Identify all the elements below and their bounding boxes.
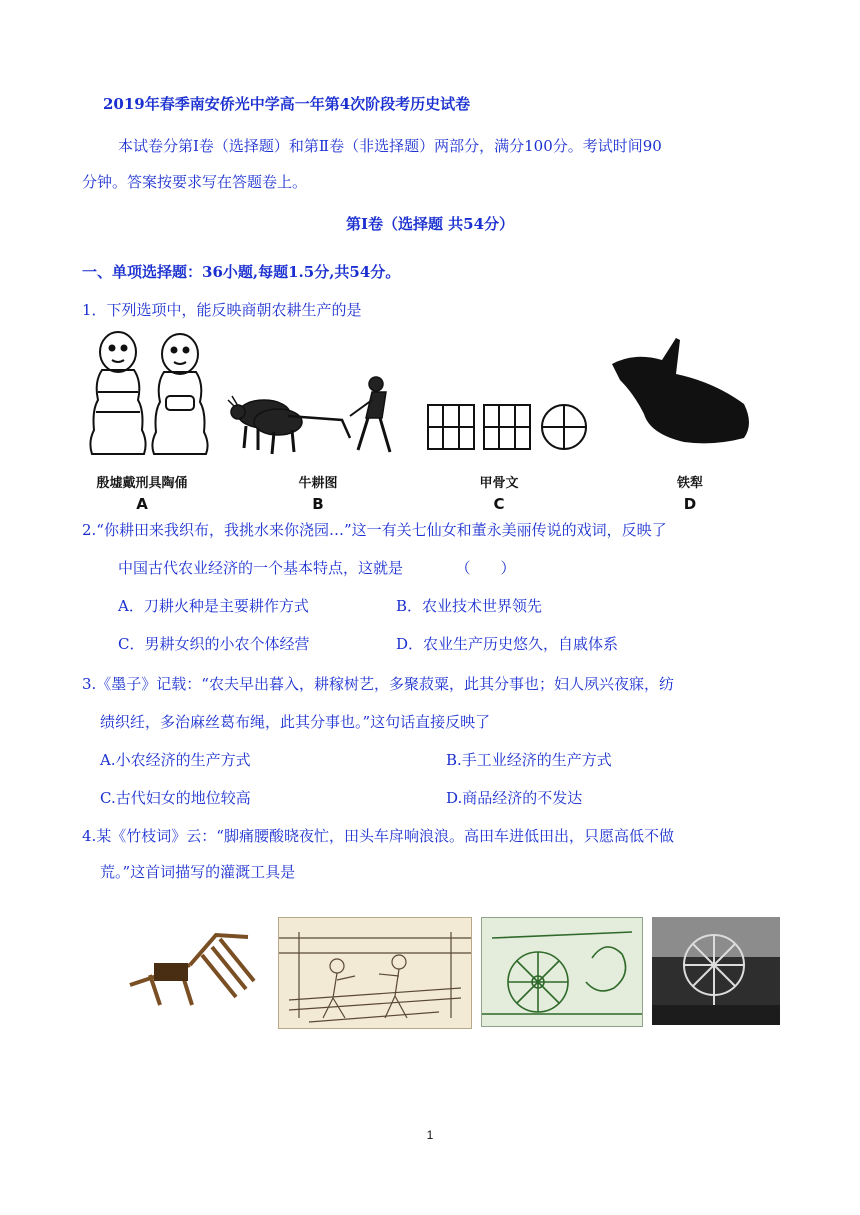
- ox-plowing-image: [222, 372, 412, 462]
- page-number: 1: [426, 1128, 434, 1142]
- water-wheel-photo-image: [652, 917, 780, 1025]
- question-3-option-c: C.古代妇女的地位较高: [100, 789, 251, 807]
- question-3-option-b: B.手工业经济的生产方式: [446, 751, 612, 769]
- question-2-option-c: C．男耕女织的小农个体经营: [118, 635, 310, 653]
- letter-a: A: [136, 495, 148, 513]
- intro-line-1: 本试卷分第Ⅰ卷（选择题）和第Ⅱ卷（非选择题）两部分，满分100分。考试时间90: [118, 137, 662, 155]
- letter-b: B: [312, 495, 324, 513]
- caption-d: 铁犁: [676, 476, 703, 491]
- question-2-option-b: B．农业技术世界领先: [396, 597, 543, 615]
- question-4-stem-1: 4.某《竹枝词》云：“脚痛腰酸晓夜忙，田头车戽响浪浪。高田车进低田出，只愿高低不做: [82, 827, 674, 845]
- question-1-stem: 1．下列选项中，能反映商朝农耕生产的是: [82, 301, 362, 319]
- pottery-figurines-image: [84, 330, 214, 460]
- question-2-stem-2: 中国古代农业经济的一个基本特点，这就是 （ ）: [118, 559, 516, 577]
- field-glyphs-image: [426, 402, 596, 452]
- part-heading: 一、单项选择题：36小题,每题1.5分,共54分。: [82, 263, 401, 281]
- water-wheel-green-image: [481, 917, 643, 1027]
- question-3-stem-2: 绩织纴，多治麻丝葛布绳，此其分事也。”这句话直接反映了: [100, 713, 491, 731]
- wooden-tool-image: [120, 925, 260, 1010]
- caption-c: 甲骨文: [479, 476, 519, 491]
- letter-d: D: [683, 495, 697, 513]
- caption-b: 牛耕图: [298, 476, 338, 491]
- exam-title: 2019年春季南安侨光中学高一年第4次阶段考历史试卷: [103, 95, 471, 113]
- question-4-stem-2: 荒。”这首词描写的灌溉工具是: [100, 863, 296, 881]
- question-2-stem-1: 2.“你耕田来我织布，我挑水来你浇园…”这一有关七仙女和董永美丽传说的戏词，反映了: [82, 521, 667, 539]
- question-3-option-a: A.小农经济的生产方式: [100, 751, 251, 769]
- question-3-option-d: D.商品经济的不发达: [446, 789, 583, 807]
- section-title: 第Ⅰ卷（选择题 共54分）: [345, 215, 515, 233]
- iron-plow-image: [604, 334, 754, 454]
- intro-line-2: 分钟。答案按要求写在答题卷上。: [82, 173, 308, 191]
- question-3-stem-1: 3.《墨子》记载：“农夫早出暮入，耕稼树艺，多聚菽粟，此其分事也；妇人夙兴夜寐，纺: [82, 675, 674, 693]
- treadle-pump-woodcut-image: [278, 917, 472, 1029]
- question-2-option-d: D．农业生产历史悠久，自戚体系: [396, 635, 619, 653]
- letter-c: C: [493, 495, 505, 513]
- question-2-option-a: A．刀耕火种是主要耕作方式: [118, 597, 309, 615]
- caption-a: 殷墟戴刑具陶俑: [96, 476, 188, 491]
